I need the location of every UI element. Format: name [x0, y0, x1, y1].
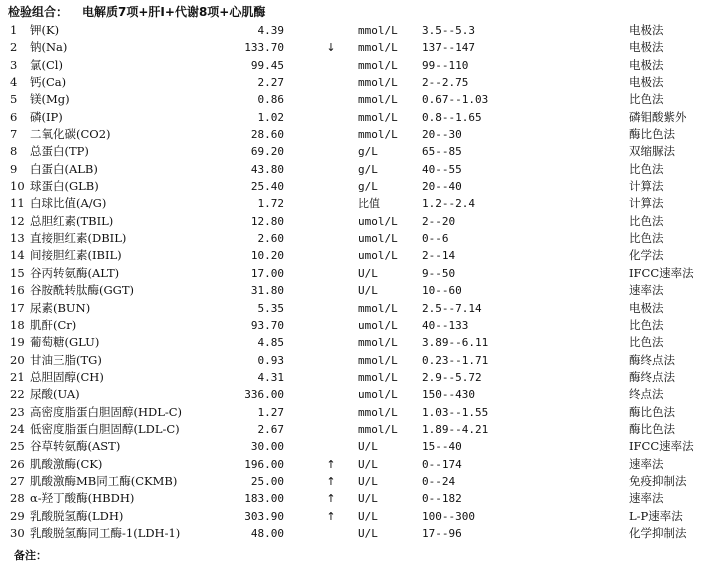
test-method: IFCC速率法: [629, 439, 694, 454]
reference-range: 3.5--5.3: [422, 24, 475, 37]
result-row: [0, 508, 709, 525]
reference-range: 0--174: [422, 457, 462, 471]
result-row: [0, 265, 709, 282]
test-unit: mmol/L: [358, 353, 398, 367]
test-unit: mmol/L: [358, 58, 398, 72]
result-row: [0, 230, 709, 247]
abnormal-flag: ↑: [326, 474, 336, 488]
test-unit: umol/L: [358, 388, 398, 402]
test-method: 速率法: [629, 491, 664, 506]
test-value: 31.80: [250, 284, 284, 298]
reference-range: 0.8--1.65: [422, 110, 482, 124]
reference-range: 2.9--5.72: [422, 370, 482, 384]
test-name: 乳酸脱氢酶(LDH): [30, 508, 124, 523]
test-unit: mmol/L: [358, 76, 398, 90]
test-value: 28.60: [250, 128, 284, 142]
row-number: 19: [10, 335, 25, 350]
result-row: [0, 404, 709, 421]
test-value: 1.27: [257, 405, 284, 419]
test-name: 低密度脂蛋白胆固醇(LDL-C): [30, 421, 180, 436]
test-name: 尿酸(UA): [30, 387, 80, 402]
reference-range: 17--96: [422, 526, 462, 540]
test-name: 白蛋白(ALB): [30, 161, 98, 176]
test-unit: umol/L: [358, 232, 398, 246]
panel-header: [8, 3, 265, 21]
test-name: 氯(Cl): [30, 57, 63, 72]
row-number: 23: [10, 404, 25, 419]
abnormal-flag: ↓: [326, 41, 336, 55]
result-row: [0, 195, 709, 212]
test-unit: U/L: [358, 509, 378, 523]
reference-range: 40--55: [422, 162, 462, 176]
reference-range: 10--60: [422, 284, 462, 298]
row-number: 30: [10, 525, 25, 540]
test-method: 比色法: [629, 335, 664, 350]
test-name: 肌酐(Cr): [30, 317, 77, 332]
test-value: 25.40: [250, 180, 284, 194]
test-value: 2.67: [257, 422, 284, 436]
reference-range: 40--133: [422, 318, 469, 332]
test-unit: mmol/L: [358, 422, 398, 436]
test-name: 二氧化碳(CO2): [30, 127, 111, 142]
result-row: [0, 317, 709, 334]
row-number: 8: [10, 144, 18, 159]
result-row: [0, 57, 709, 74]
test-unit: g/L: [358, 145, 378, 159]
row-number: 2: [10, 40, 18, 55]
reference-range: 150--430: [422, 388, 475, 402]
reference-range: 0--182: [422, 492, 462, 506]
test-value: 2.27: [257, 76, 284, 90]
row-number: 26: [10, 456, 25, 471]
test-value: 12.80: [250, 214, 284, 228]
reference-range: 0--24: [422, 474, 456, 488]
test-value: 99.45: [250, 58, 284, 72]
result-row: [0, 473, 709, 490]
test-name: 尿素(BUN): [30, 300, 91, 315]
test-value: 48.00: [250, 526, 284, 540]
test-method: 酶比色法: [629, 404, 675, 419]
test-unit: U/L: [358, 492, 378, 506]
row-number: 1: [10, 23, 18, 37]
test-value: 336.00: [244, 388, 284, 402]
result-row: [0, 525, 709, 542]
test-value: 43.80: [250, 162, 284, 176]
test-name: 肌酸激酶(CK): [30, 456, 103, 471]
test-unit: U/L: [358, 474, 378, 488]
test-method: 电极法: [629, 23, 664, 37]
test-unit: U/L: [358, 457, 378, 471]
test-value: 133.70: [244, 41, 284, 55]
row-number: 10: [10, 179, 25, 194]
row-number: 29: [10, 508, 25, 523]
row-number: 13: [10, 231, 25, 246]
test-name: 总胆固醇(CH): [30, 369, 104, 384]
reference-range: 20--40: [422, 180, 462, 194]
test-unit: mmol/L: [358, 93, 398, 107]
result-row: [0, 421, 709, 438]
abnormal-flag: ↑: [326, 492, 336, 506]
result-row: [0, 91, 709, 108]
result-row: [0, 109, 709, 126]
reference-range: 2--20: [422, 214, 456, 228]
result-row: [0, 438, 709, 455]
reference-range: 65--85: [422, 145, 462, 159]
test-name: 高密度脂蛋白胆固醇(HDL-C): [30, 404, 183, 419]
test-value: 1.72: [257, 197, 284, 211]
test-method: 电极法: [629, 300, 664, 315]
panel-label: 检验组合：: [8, 5, 69, 19]
test-name: 白球比值(A/G): [30, 196, 107, 211]
reference-range: 9--50: [422, 266, 456, 280]
test-method: 比色法: [629, 213, 664, 228]
reference-range: 3.89--6.11: [422, 336, 489, 350]
row-number: 22: [10, 387, 25, 402]
test-name: 钙(Ca): [30, 75, 67, 90]
test-method: L-P速率法: [629, 508, 683, 523]
row-number: 9: [10, 161, 18, 176]
test-value: 4.31: [257, 370, 284, 384]
test-value: 4.85: [257, 336, 284, 350]
abnormal-flag: ↑: [326, 457, 336, 471]
test-name: 球蛋白(GLB): [30, 179, 99, 194]
result-row: [0, 282, 709, 299]
test-unit: mmol/L: [358, 336, 398, 350]
results-table: [0, 22, 709, 542]
test-method: 比色法: [629, 161, 664, 176]
test-value: 25.00: [250, 474, 284, 488]
row-number: 7: [10, 127, 18, 142]
reference-range: 100--300: [422, 509, 475, 523]
result-row: [0, 74, 709, 91]
test-value: 30.00: [250, 440, 284, 454]
test-name: 谷丙转氨酶(ALT): [30, 265, 120, 280]
test-name: 镁(Mg): [30, 92, 70, 107]
reference-range: 99--110: [422, 58, 469, 72]
test-unit: U/L: [358, 266, 378, 280]
test-method: 双缩脲法: [629, 144, 675, 159]
row-number: 17: [10, 300, 25, 315]
result-row: [0, 352, 709, 369]
test-value: 5.35: [257, 301, 284, 315]
result-row: [0, 300, 709, 317]
test-unit: U/L: [358, 440, 378, 454]
result-row: [0, 143, 709, 160]
test-method: 终点法: [629, 387, 664, 402]
test-unit: U/L: [358, 526, 378, 540]
test-method: 比色法: [629, 317, 664, 332]
result-row: [0, 247, 709, 264]
test-method: 电极法: [629, 75, 664, 90]
test-name: 谷胺酰转肽酶(GGT): [30, 283, 135, 298]
test-unit: mmol/L: [358, 41, 398, 55]
test-method: 计算法: [629, 196, 664, 211]
result-row: [0, 386, 709, 403]
test-unit: mmol/L: [358, 128, 398, 142]
test-name: 谷草转氨酶(AST): [30, 439, 121, 454]
test-name: 钠(Na): [30, 40, 68, 55]
test-name: α-羟丁酸酶(HBDH): [30, 491, 135, 506]
result-row: [0, 39, 709, 56]
result-row: [0, 161, 709, 178]
test-value: 0.93: [257, 353, 284, 367]
reference-range: 1.89--4.21: [422, 422, 489, 436]
test-name: 总胆红素(TBIL): [30, 213, 114, 228]
result-row: [0, 213, 709, 230]
row-number: 25: [10, 439, 25, 454]
reference-range: 0.67--1.03: [422, 93, 489, 107]
test-unit: 比值: [358, 197, 380, 211]
reference-range: 15--40: [422, 440, 462, 454]
test-value: 196.00: [244, 457, 284, 471]
test-method: 化学法: [629, 248, 664, 263]
test-name: 肌酸激酶MB同工酶(CKMB): [30, 473, 178, 488]
row-number: 15: [10, 265, 25, 280]
test-unit: mmol/L: [358, 301, 398, 315]
test-method: 电极法: [629, 57, 664, 72]
test-unit: umol/L: [358, 214, 398, 228]
test-name: 乳酸脱氢酶同工酶-1(LDH-1): [30, 525, 181, 540]
row-number: 12: [10, 213, 25, 228]
row-number: 21: [10, 369, 25, 384]
row-number: 4: [10, 75, 18, 90]
test-value: 303.90: [244, 509, 284, 523]
test-unit: mmol/L: [358, 405, 398, 419]
result-row: [0, 22, 709, 39]
row-number: 18: [10, 317, 25, 332]
row-number: 5: [10, 92, 18, 107]
row-number: 24: [10, 421, 25, 436]
test-value: 17.00: [250, 266, 284, 280]
test-method: 电极法: [629, 40, 664, 55]
row-number: 14: [10, 248, 25, 263]
reference-range: 0--6: [422, 232, 449, 246]
reference-range: 0.23--1.71: [422, 353, 489, 367]
row-number: 3: [10, 57, 18, 72]
test-name: 甘油三脂(TG): [30, 352, 102, 367]
reference-range: 2.5--7.14: [422, 301, 482, 315]
test-method: 速率法: [629, 283, 664, 298]
reference-range: 20--30: [422, 128, 462, 142]
test-unit: mmol/L: [358, 370, 398, 384]
row-number: 11: [10, 196, 25, 211]
test-unit: umol/L: [358, 249, 398, 263]
test-name: 磷(IP): [30, 109, 63, 124]
test-method: 免疫抑制法: [629, 473, 687, 488]
test-method: 比色法: [629, 92, 664, 107]
reference-range: 1.2--2.4: [422, 197, 475, 211]
test-unit: g/L: [358, 180, 378, 194]
result-row: [0, 456, 709, 473]
result-row: [0, 490, 709, 507]
row-number: 28: [10, 491, 25, 506]
result-row: [0, 178, 709, 195]
result-row: [0, 126, 709, 143]
test-method: 化学抑制法: [629, 525, 687, 540]
reference-range: 1.03--1.55: [422, 405, 489, 419]
test-unit: mmol/L: [358, 24, 398, 37]
panel-name: 电解质7项+肝I+代谢8项+心肌酶: [82, 5, 266, 19]
row-number: 20: [10, 352, 25, 367]
test-value: 2.60: [257, 232, 284, 246]
test-method: IFCC速率法: [629, 265, 694, 280]
abnormal-flag: ↑: [326, 509, 336, 523]
test-name: 钾(K): [30, 23, 60, 37]
test-name: 总蛋白(TP): [30, 144, 89, 159]
test-value: 4.39: [257, 24, 284, 37]
test-unit: g/L: [358, 162, 378, 176]
test-method: 计算法: [629, 179, 664, 194]
test-method: 比色法: [629, 231, 664, 246]
test-method: 酶终点法: [629, 352, 675, 367]
reference-range: 2--14: [422, 249, 456, 263]
row-number: 6: [10, 109, 18, 124]
result-row: [0, 369, 709, 386]
test-method: 磷钼酸紫外: [629, 109, 687, 124]
test-unit: mmol/L: [358, 110, 398, 124]
reference-range: 2--2.75: [422, 76, 469, 90]
test-value: 93.70: [250, 318, 284, 332]
test-method: 速率法: [629, 456, 664, 471]
row-number: 27: [10, 473, 25, 488]
test-method: 酶终点法: [629, 369, 675, 384]
test-name: 葡萄糖(GLU): [30, 335, 100, 350]
reference-range: 137--147: [422, 41, 475, 55]
test-name: 直接胆红素(DBIL): [30, 231, 127, 246]
row-number: 16: [10, 283, 25, 298]
test-unit: umol/L: [358, 318, 398, 332]
test-value: 1.02: [257, 110, 284, 124]
test-value: 0.86: [257, 93, 284, 107]
test-unit: U/L: [358, 284, 378, 298]
test-value: 10.20: [250, 249, 284, 263]
test-name: 间接胆红素(IBIL): [30, 248, 122, 263]
remarks-label: 备注：: [14, 549, 47, 562]
test-value: 69.20: [250, 145, 284, 159]
test-method: 酶比色法: [629, 127, 675, 142]
result-row: [0, 334, 709, 351]
test-method: 酶比色法: [629, 421, 675, 436]
test-value: 183.00: [244, 492, 284, 506]
